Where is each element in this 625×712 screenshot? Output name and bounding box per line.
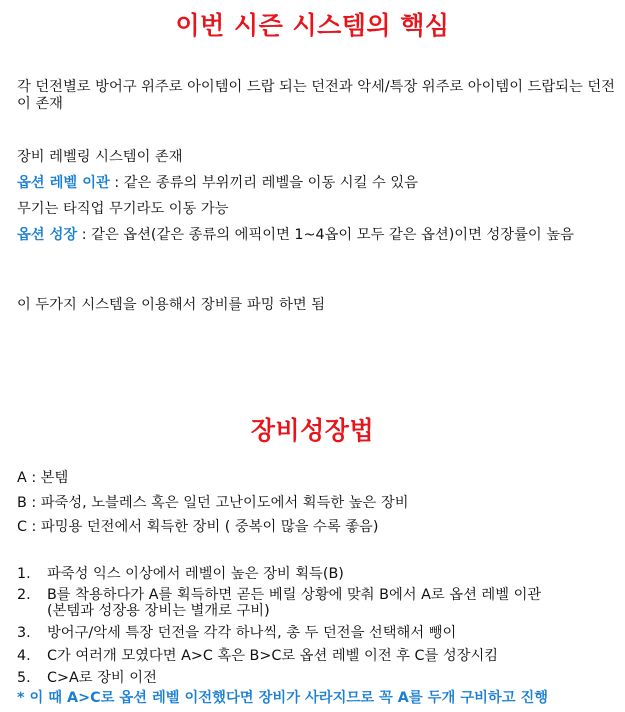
step-1 — [17, 566, 344, 583]
option-transfer-label: 옵션 레벨 이관 — [17, 175, 110, 191]
step-number: 3. — [17, 625, 31, 641]
option-transfer-text: : 같은 종류의 부위끼리 레벨을 이동 시킬 수 있음 — [109, 175, 418, 191]
step-number: 1. — [17, 566, 31, 582]
step-number: 2. — [17, 587, 31, 603]
weapon-transfer-note: 무기는 타직업 무기라도 이동 가능 — [17, 201, 229, 217]
definition-b: B : 파죽성, 노블레스 혹은 일던 고난이도에서 획득한 높은 장비 — [17, 495, 409, 511]
leveling-system-line: 장비 레벨링 시스템이 존재 — [17, 149, 183, 165]
step-text: C가 여러개 모였다면 A>C 혹은 B>C로 옵션 레벨 이전 후 C를 성장시킴 — [47, 648, 499, 664]
step-5 — [17, 670, 157, 687]
step-text: B를 착용하다가 A를 획득하면 곧든 베릴 상황에 맞춰 B에서 A로 옵션 레벨 이관 — [47, 587, 542, 603]
definition-a: A : 본템 — [17, 470, 69, 486]
warning-note: * 이 때 A>C로 옵션 레벨 이전했다면 장비가 사라지므로 꼭 A를 두개 구비하고 진행 — [17, 690, 549, 706]
dungeon-drop-paragraph: 각 던전별로 방어구 위주로 아이템이 드랍 되는 던전과 악세/특장 위주로 아이템이 드랍되는 던전이 존재 — [17, 79, 615, 112]
option-growth-text: : 같은 옵션(같은 종류의 에픽이면 1~4옵이 모두 같은 옵션)이면 성장률이 높음 — [77, 227, 574, 243]
option-growth-label: 옵션 성장 — [17, 227, 78, 243]
step-2 — [17, 587, 541, 604]
step-number: 4. — [17, 648, 31, 664]
step-text: 파죽성 익스 이상에서 레벨이 높은 장비 획득(B) — [47, 566, 344, 582]
step-3 — [17, 625, 456, 642]
step-2-sub: (본템과 성장용 장비는 별개로 구비) — [47, 603, 270, 619]
option-growth-line — [17, 227, 617, 244]
section-title-system-core: 이번 시즌 시스템의 핵심 — [175, 11, 450, 40]
definition-c: C : 파밍용 던전에서 획득한 장비 ( 중복이 많을 수록 좋음) — [17, 519, 379, 535]
step-number: 5. — [17, 670, 31, 686]
step-text: 방어구/악세 특장 던전을 각각 하나씩, 총 두 던전을 선택해서 뺑이 — [47, 625, 457, 641]
step-text: C>A로 장비 이전 — [47, 670, 157, 686]
farming-summary-line: 이 두가지 시스템을 이용해서 장비를 파밍 하면 됨 — [17, 297, 326, 313]
option-transfer-line — [17, 175, 418, 192]
section-title-gear-growth: 장비성장법 — [250, 416, 375, 445]
step-4 — [17, 648, 498, 665]
